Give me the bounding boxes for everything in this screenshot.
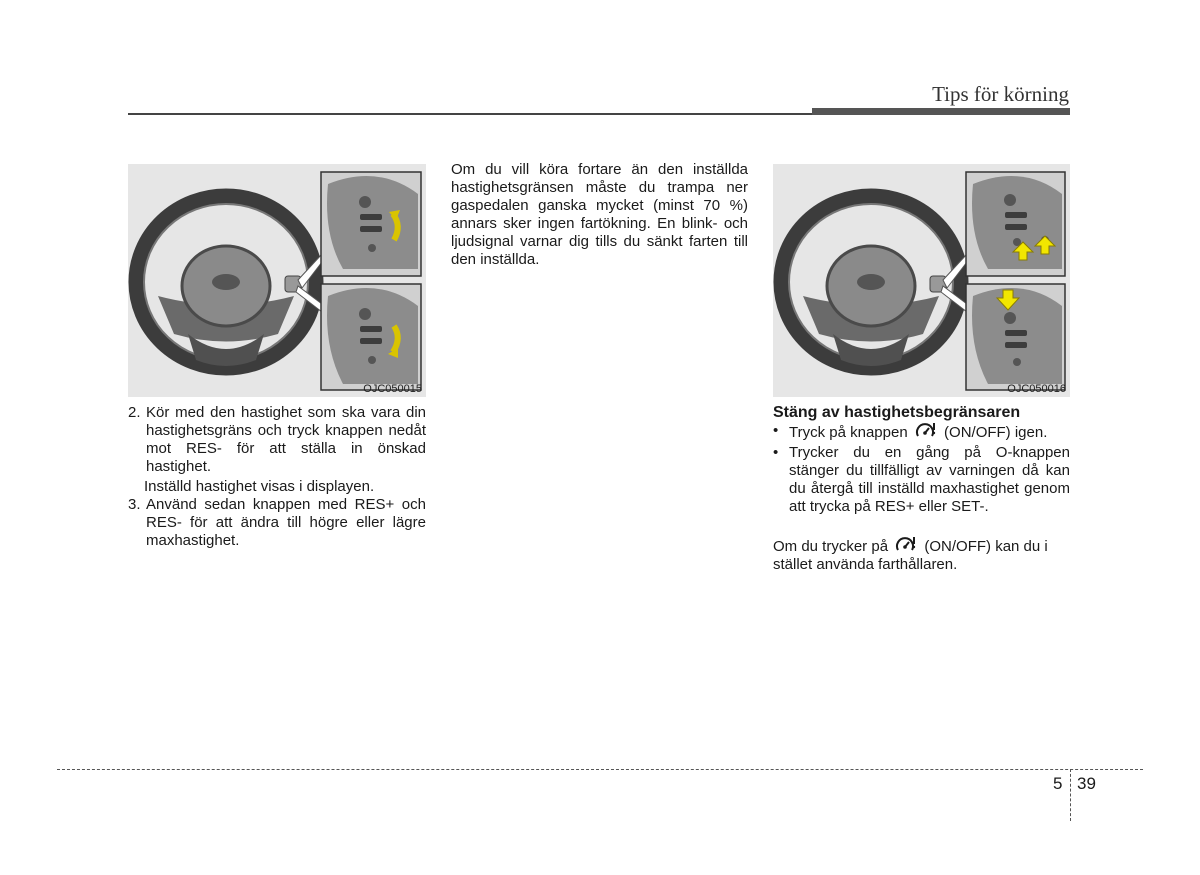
speed-limiter-icon [895, 536, 917, 554]
figure-code: OJC050015 [363, 383, 422, 395]
middle-column [451, 161, 748, 269]
paragraph-text: Om du trycker på [773, 538, 889, 555]
figure-steering-wheel-left [128, 164, 426, 397]
bullet-item-2 [773, 444, 1070, 516]
list-number: 2. [128, 404, 141, 421]
list-text: Använd sedan knappen med RES+ och RES- för att ändra till högre eller lägre maxhastighet. [146, 496, 426, 549]
bullet-text: (ON/OFF) igen. [944, 424, 1048, 441]
paragraph-text: (ON/OFF) kan du i stället använda farthållaren. [773, 538, 1048, 573]
list-item-3 [128, 496, 426, 550]
left-column [128, 404, 426, 550]
list-note: Inställd hastighet visas i displayen. [144, 478, 375, 495]
bullet-dot: • [773, 444, 779, 461]
footer-divider [1070, 769, 1071, 821]
steering-wheel-illustration [773, 164, 1070, 397]
footer-rule [57, 769, 1143, 770]
section-heading: Stäng av hastighetsbegränsaren [773, 404, 1021, 421]
list-item-2 [128, 404, 426, 476]
bullet-dot: • [773, 422, 779, 439]
list-number: 3. [128, 496, 141, 513]
paragraph: Om du vill köra fortare än den inställda hastighetsgränsen måste du trampa ner gaspedalen ganska mycket (minst 70 %) annars sker ingen fartökning. En blink- och ljudsignal varnar dig tills du sänkt farten till den inställda. [451, 161, 748, 268]
steering-wheel-illustration [128, 164, 426, 397]
bullet-text: Trycker du en gång på O-knappen stänger du tillfälligt av varningen då kan du återgå till inställd maxhastighet genom att trycka på RES+ eller SET-. [789, 444, 1070, 515]
header-rule-thin [128, 113, 812, 115]
chapter-number: 5 [1053, 774, 1063, 793]
page-number: 39 [1077, 774, 1096, 793]
figure-code: OJC050016 [1007, 383, 1066, 395]
list-text: Kör med den hastighet som ska vara din hastighetsgräns och tryck knappen nedåt mot RES- för att ställa in önskad hastighet. [146, 404, 426, 475]
speed-limiter-icon [915, 422, 937, 440]
section-title: Tips för körning [932, 82, 1069, 106]
bullet-item-1 [773, 422, 1070, 442]
right-column [773, 404, 1070, 574]
bullet-text: Tryck på knappen [789, 424, 908, 441]
closing-paragraph [773, 536, 1070, 574]
figure-steering-wheel-right [773, 164, 1070, 397]
header-rule-thick [812, 108, 1070, 115]
